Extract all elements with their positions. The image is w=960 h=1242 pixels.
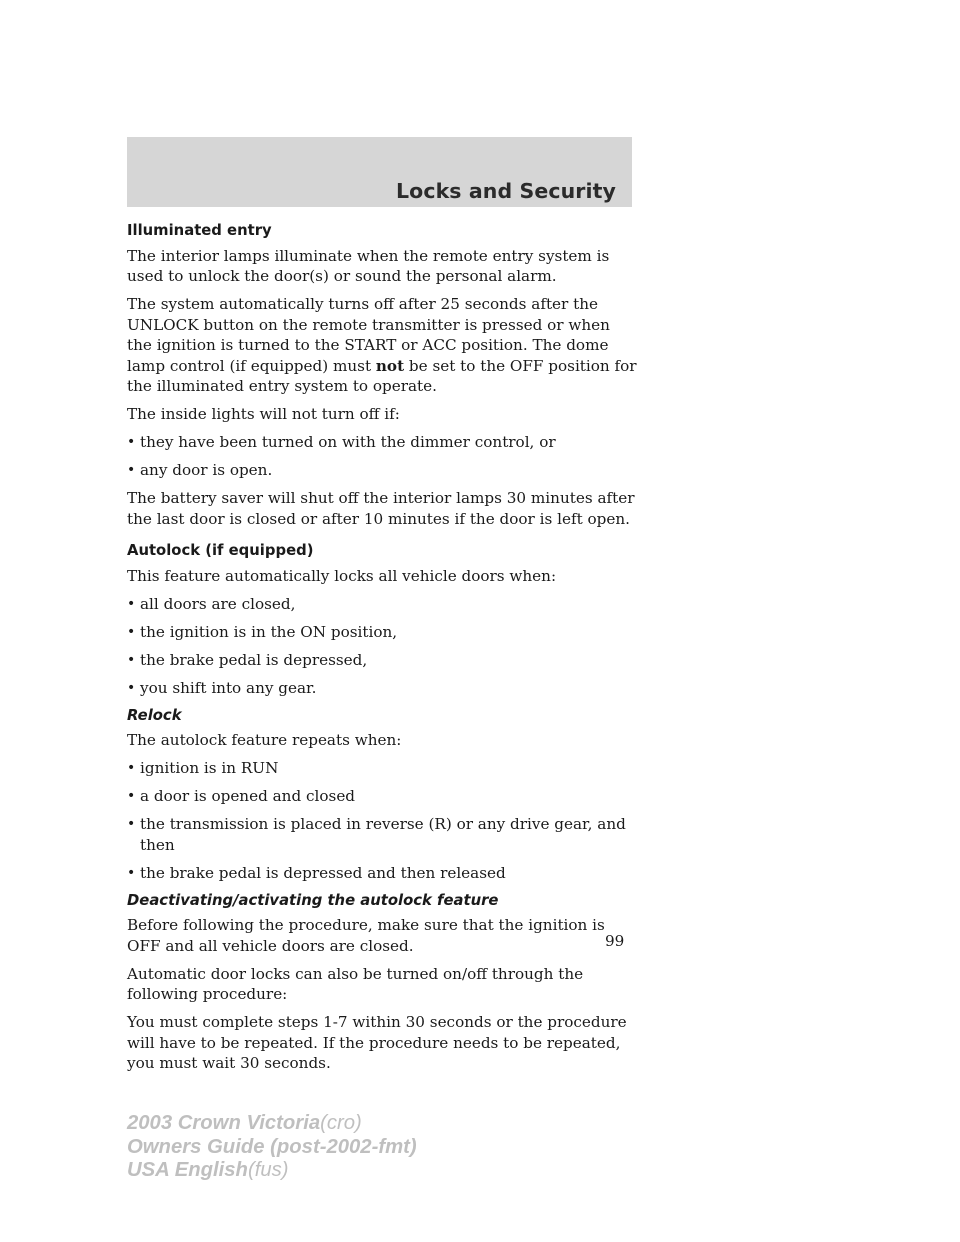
paragraph: You must complete steps 1-7 within 30 seconds or the procedure will have to be repeated. If the procedure needs to be repeated, you must wait 30 seconds.	[127, 1013, 627, 1072]
paragraph: The battery saver will shut off the interior lamps 30 minutes after the last door is closed or after 10 minutes if the door is left open.	[127, 489, 635, 528]
bullet-list	[127, 432, 637, 481]
list-item: • they have been turned on with the dimmer control, or	[127, 432, 637, 453]
bullet-list	[127, 758, 637, 883]
paragraph: Before following the procedure, make sure that the ignition is OFF and all vehicle doors are closed.	[127, 916, 605, 955]
heading-relock: Relock	[127, 706, 182, 724]
heading-autolock: Autolock (if equipped)	[127, 542, 314, 559]
section-title: Locks and Security	[395, 179, 616, 203]
footer-line: USA English(fus)	[127, 1159, 289, 1181]
list-item: • the brake pedal is depressed,	[127, 650, 637, 671]
paragraph: The autolock feature repeats when:	[127, 731, 402, 749]
list-item: • any door is open.	[127, 460, 637, 481]
list-item: • ignition is in RUN	[127, 758, 637, 779]
emphasis-not: not	[375, 356, 405, 375]
list-item: • the transmission is placed in reverse (R) or any drive gear, and then	[127, 814, 637, 855]
footer-line: Owners Guide (post-2002-fmt)	[127, 1135, 417, 1158]
heading-illuminated-entry: Illuminated entry	[127, 222, 272, 239]
page-content	[127, 221, 637, 1081]
paragraph: The inside lights will not turn off if:	[127, 405, 400, 423]
paragraph-dome-lamp: The system automatically turns off after 25 seconds after the UNLOCK button on the remote transmitter is pressed or when the ignition is turned to the START or ACC position. The dome lamp control (if equipped) must not be set to the OFF position for the illuminated entry system to operate.	[127, 295, 637, 395]
list-item: • all doors are closed,	[127, 594, 637, 615]
list-item: • the brake pedal is depressed and then released	[127, 863, 637, 884]
bullet-list	[127, 594, 637, 699]
paragraph: The interior lamps illuminate when the remote entry system is used to unlock the door(s) or sound the personal alarm.	[127, 246, 610, 285]
list-item: • a door is opened and closed	[127, 786, 637, 807]
section-header-band	[127, 137, 632, 207]
list-item: • the ignition is in the ON position,	[127, 622, 637, 643]
paragraph: This feature automatically locks all vehicle doors when:	[127, 566, 557, 585]
paragraph: Automatic door locks can also be turned on/off through the following procedure:	[127, 964, 584, 1003]
list-item: • you shift into any gear.	[127, 678, 637, 699]
heading-deactivating: Deactivating/activating the autolock feature	[127, 891, 499, 909]
page-number: 99	[605, 932, 625, 950]
footer-line: 2003 Crown Victoria(cro)	[127, 1112, 362, 1134]
document-footer	[127, 1112, 417, 1183]
